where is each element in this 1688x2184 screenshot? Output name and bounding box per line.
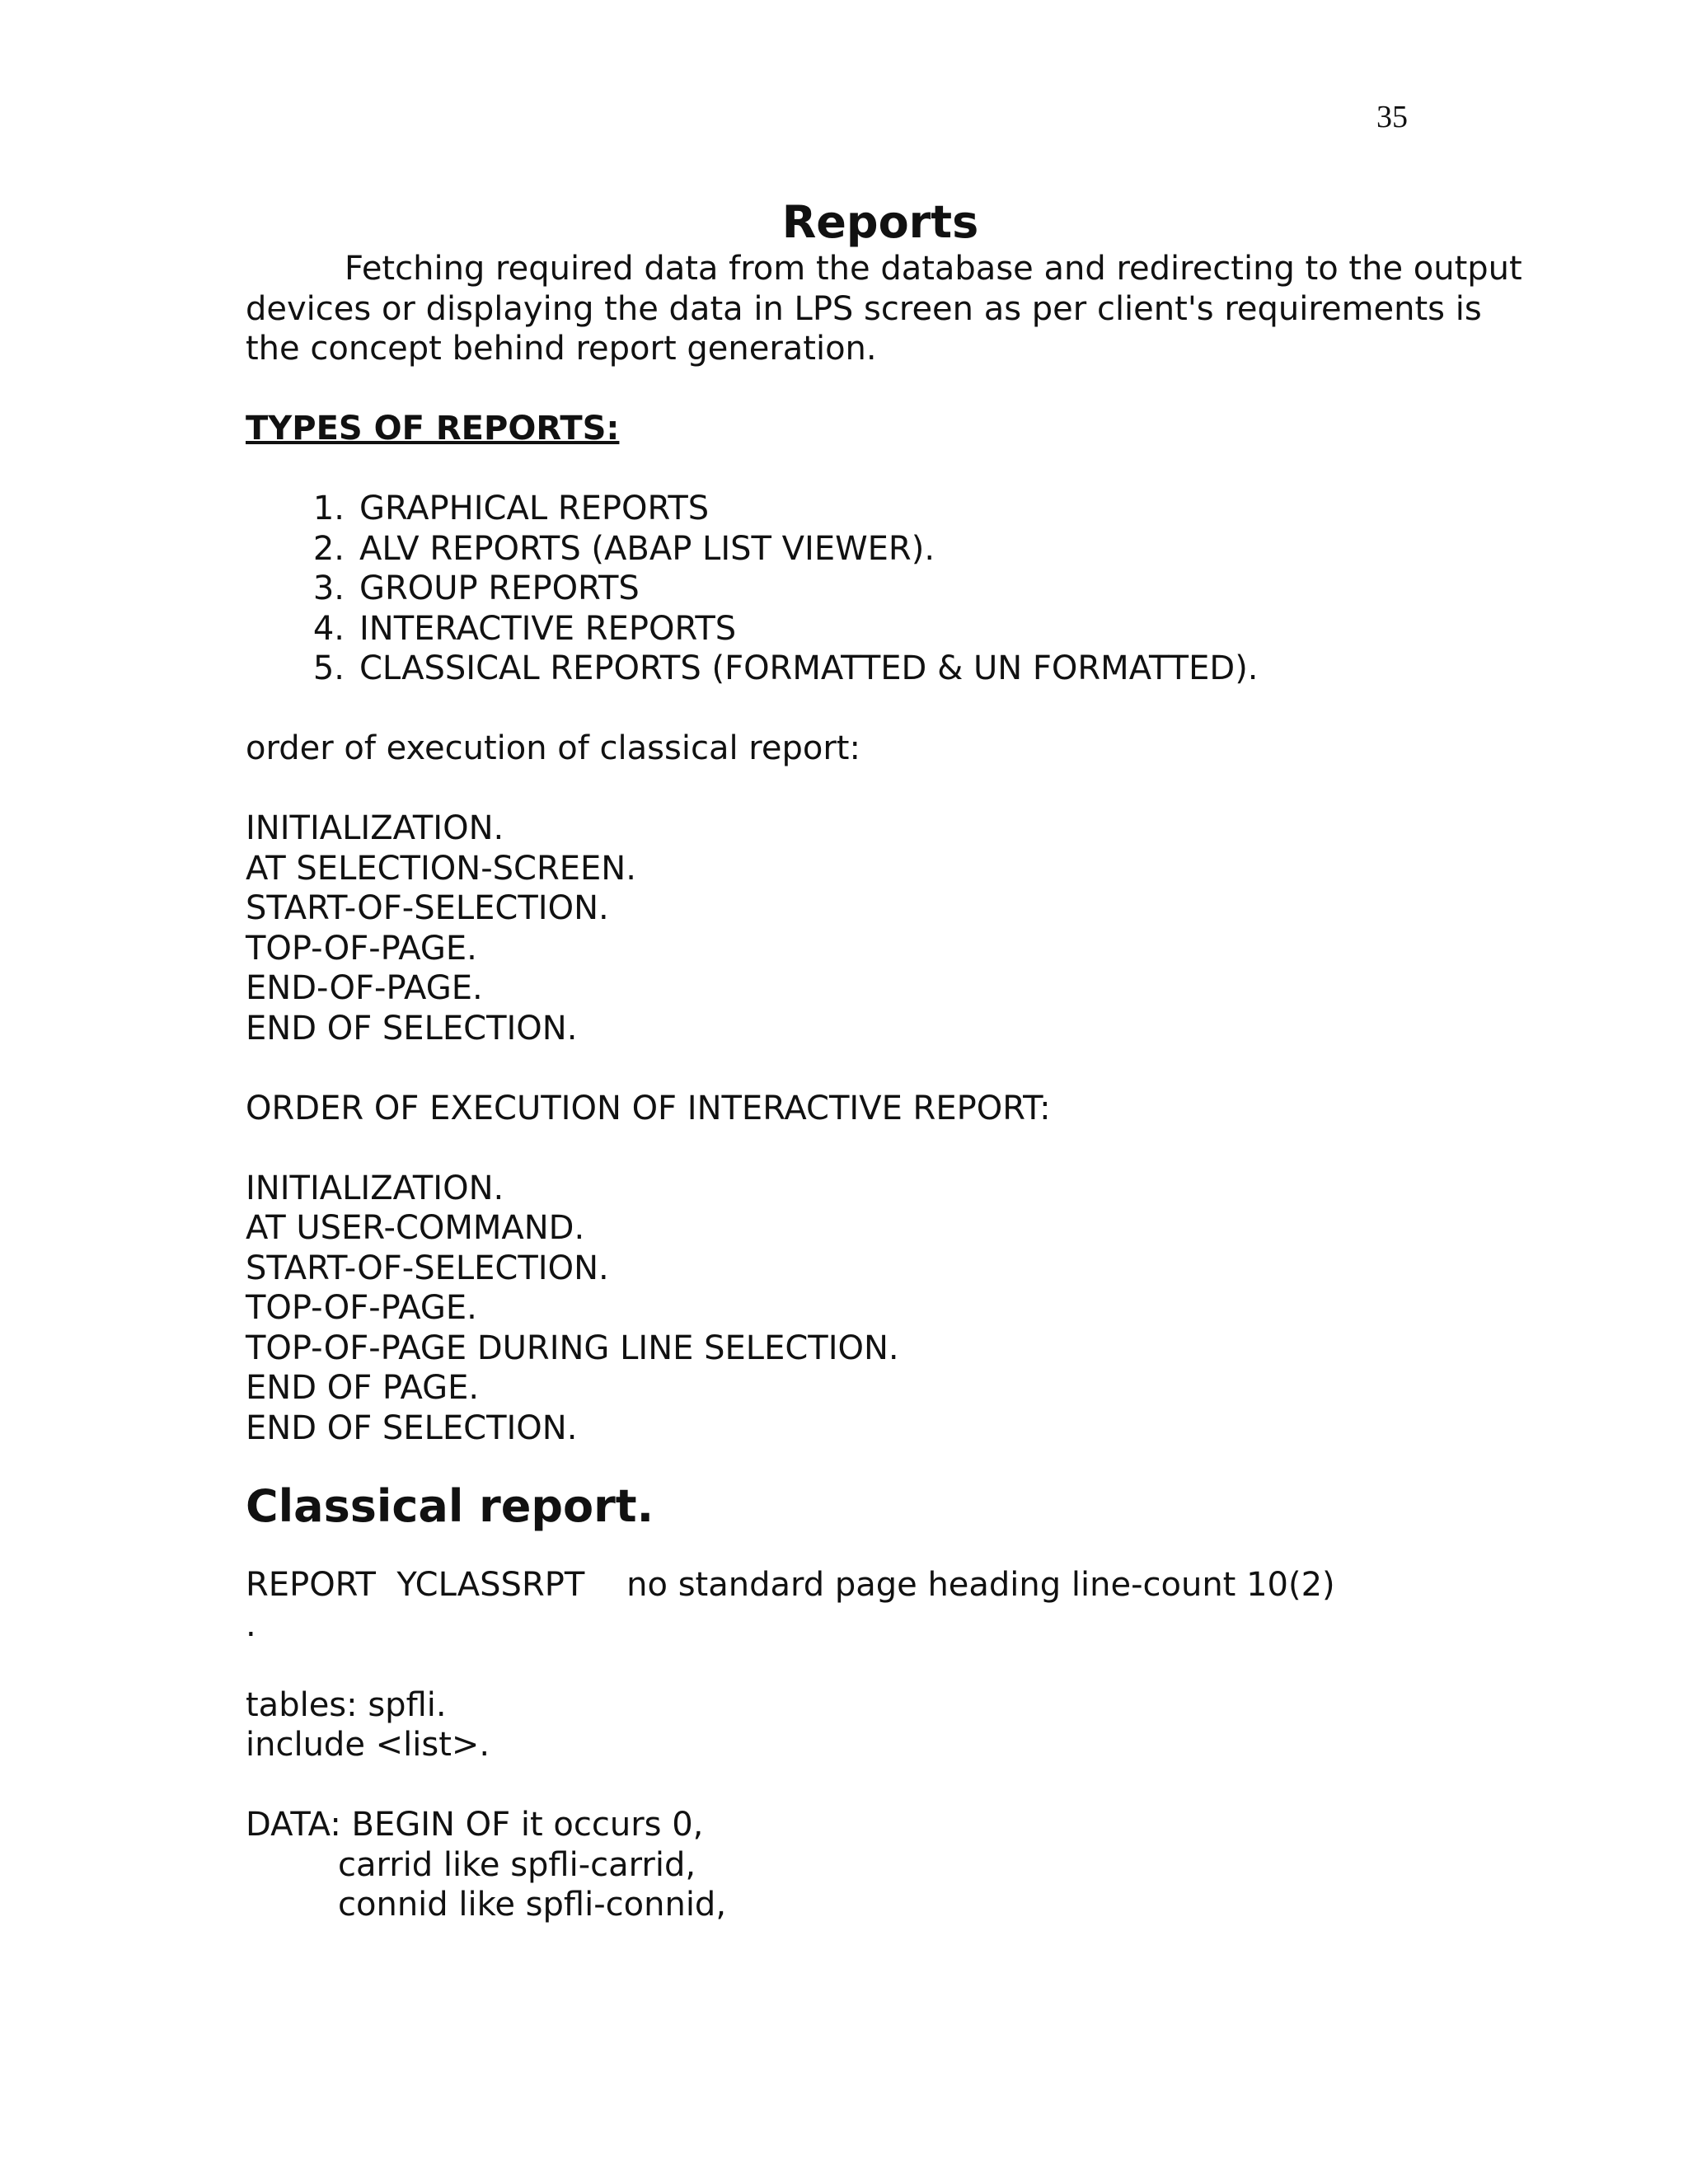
list-item-number: 2. [312, 529, 345, 568]
event-line: END OF SELECTION. [246, 1408, 578, 1447]
classical-order-label: order of execution of classical report: [246, 729, 860, 767]
intro-paragraph: Fetching required data from the database and redirecting to the output devices or displaying the data in LPS screen as per client's requirements is the concept behind report generation. [246, 250, 1522, 368]
event-line: END OF SELECTION. [246, 1009, 578, 1047]
list-item-number: 1. [312, 490, 345, 527]
list-item [246, 609, 1531, 649]
document-body [246, 196, 1531, 1925]
code-line: carrid like spfli-carrid, [338, 1845, 696, 1884]
types-heading: TYPES OF REPORTS: [246, 410, 620, 448]
list-item [246, 489, 1531, 529]
types-list [246, 489, 1531, 689]
code-line: connid like spfli-connid, [338, 1886, 727, 1924]
code-line: include <list>. [246, 1726, 490, 1764]
event-line: START-OF-SELECTION. [246, 889, 609, 927]
code-line: REPORT YCLASSRPT no standard page heading line-count 10(2) [246, 1566, 1335, 1604]
blank-line [246, 1645, 1531, 1685]
list-item-text: GROUP REPORTS [359, 569, 640, 607]
blank-line [246, 1765, 1531, 1806]
list-item-text: ALV REPORTS (ABAP LIST VIEWER). [359, 529, 935, 568]
event-line: INITIALIZATION. [246, 809, 504, 847]
event-line: END-OF-PAGE. [246, 969, 483, 1007]
classical-events [246, 808, 1531, 1048]
code-line: . [246, 1605, 256, 1644]
event-line: INITIALIZATION. [246, 1169, 504, 1207]
list-item-text: GRAPHICAL REPORTS [359, 490, 710, 527]
list-item-text: CLASSICAL REPORTS (FORMATTED & UN FORMATTED). [359, 649, 1259, 687]
list-item-number: 5. [312, 649, 345, 687]
code-line: tables: spfli. [246, 1685, 447, 1724]
event-line: TOP-OF-PAGE. [246, 929, 477, 968]
event-line: AT USER-COMMAND. [246, 1209, 585, 1247]
code-line: DATA: BEGIN OF it occurs 0, [246, 1806, 704, 1844]
event-line: START-OF-SELECTION. [246, 1249, 609, 1287]
list-item [246, 529, 1531, 569]
list-item [246, 569, 1531, 609]
event-line: TOP-OF-PAGE. [246, 1289, 477, 1327]
event-line: AT SELECTION-SCREEN. [246, 849, 636, 888]
list-item [246, 649, 1531, 689]
list-item-number: 3. [312, 569, 345, 607]
event-line: TOP-OF-PAGE DURING LINE SELECTION. [246, 1329, 899, 1367]
interactive-events [246, 1169, 1531, 1449]
code-listing [246, 1565, 1531, 1925]
page-title: Reports [781, 196, 979, 248]
list-item-number: 4. [312, 609, 345, 648]
page-number: 35 [1376, 100, 1408, 134]
event-line: END OF PAGE. [246, 1369, 480, 1407]
list-item-text: INTERACTIVE REPORTS [359, 609, 737, 648]
section-heading: Classical report. [246, 1480, 654, 1532]
interactive-order-label: ORDER OF EXECUTION OF INTERACTIVE REPORT: [246, 1089, 1051, 1127]
